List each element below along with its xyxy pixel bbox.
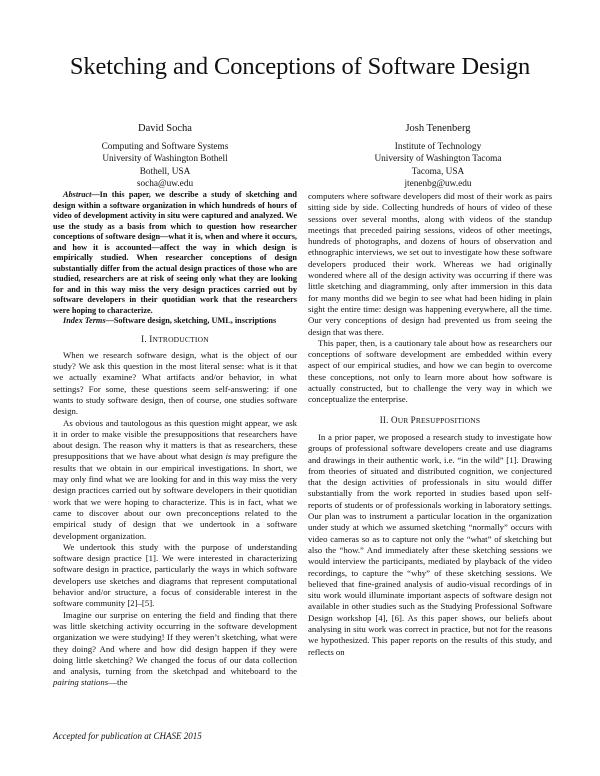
paragraph: Imagine our surprise on entering the field and finding that there was little sketching activity occurring in the software development organization we were studying! If they weren’t sketching, what were they doing? And where and how did design happen if they were doing little sketching? We changed the focus of our data collection and analysis, turning from the sketchpad and whiteboard to the pairing stations—the	[53, 609, 297, 688]
right-column	[308, 191, 552, 658]
author-affiliation: University of Washington Bothell	[102, 154, 228, 165]
author-name: David Socha	[138, 123, 192, 134]
author-email: jtenenbg@uw.edu	[404, 179, 472, 190]
paragraph: computers where software developers did most of their work as pairs sitting side by side. Collecting hundreds of hours of video of these sessions over several months, along with videos of the standup meetings that preceded pairing sessions, videos of other meetings, hundreds of photographs, and dozens of hours of observation and ethnographic interviews, we set out to investigate how these software developers produced their work. Whereas we had originally wondered where all of the design activity was occurring if there was little sketching and diagramming, only after immersion in this data for many months did we begin to see what had been hiding in plain sight the entire time: design was happening everywhere, all the time. Our very conceptions of design had prevented us from seeing the design that was there.	[308, 191, 552, 337]
paragraph: When we research software design, what is the object of our study? We ask this question in the most literal sense: what is it that we actually examine? What artifacts and/or behavior, in what settings? For some, these questions seem self-answering: if one wants to study software design, then of course, one studies software design.	[53, 349, 297, 417]
left-column	[53, 190, 297, 689]
section-heading-introduction: I. INTRODUCTION	[141, 333, 209, 344]
author-location: Bothell, USA	[139, 166, 191, 177]
paragraph: In a prior paper, we proposed a research study to investigate how groups of professional software developers create and use diagrams and drawings in their authentic work, i.e. “in the wild” [1]. Drawing from theories of situated and distributed cognition, we conjectured that the design activities of professionals in situ would differ substantially from the work reported in studies based upon self-reports of students or of professionals working in laboratory settings. Our plan was to instrument a particular location in the organization under study at which we assumed sketching “normally” occurs with video cameras so as to capture not only the “what” of sketching but also the “how.” And immediately after these sketching sessions we would interview the participants, mediated by playback of the video recordings, to capture the “why” of these sketching sessions. We believed that fine-grained analysis of audio-visual recordings of in situ work would illuminate important aspects of software design not available in other studies such as the Studying Professional Software Design workshop [4], [6]. As this paper shows, our beliefs about analysing in situ work was correct in practice, but not for the reasons we hypothesized. This paper reports on the results of this study, and reflects on	[308, 431, 552, 657]
author-location: Tacoma, USA	[411, 166, 465, 177]
author-block-socha	[50, 122, 280, 191]
abstract-text: —In this paper, we describe a study of sketching and design within a software organization in which hundreds of hours of video of development activity in situ were captured and analyzed. We use the study as a basis from which to question how researcher conceptions of software design—what it is, when and where it occurs, and how it is accounted—affect the way in which design is empirically studied. When researcher conceptions of design substantially differ from the actual design practices of those who are studied, researchers are at risk of seeing only what they are looking for and in this way miss the very design practices carried out by software developers in their quotidian work that the researchers were hoping to characterize.	[53, 190, 297, 315]
paragraph: As obvious and tautologous as this question might appear, we ask it in order to make visible the presuppositions that researchers have about design. The reason why it matters is that as researchers, these presuppositions that we have about what design is may prefigure the results that we obtain in our empirical investigations. In short, we may only find what we are looking for and in this way miss the very design practices carried out by software developers in their quotidian work that we were hoping to characterize. This is in fact, what we came to discover about our own preconceptions related to the empirical study of design that we undertook in a software development organization.	[53, 417, 297, 541]
author-name: Josh Tenenberg	[405, 123, 471, 134]
author-block-tenenberg	[323, 122, 553, 191]
abstract-label: Abstract	[63, 190, 92, 199]
author-affiliation: Computing and Software Systems	[101, 142, 229, 152]
paper-title: Sketching and Conceptions of Software Design	[69, 53, 531, 80]
author-affiliation: University of Washington Tacoma	[374, 154, 502, 165]
publication-note: Accepted for publication at CHASE 2015	[53, 731, 202, 741]
paragraph: We undertook this study with the purpose of understanding software design practice [1]. We were interested in characterizing software design in practice, particularly the ways in which software developers use sketches and diagrams that represent computational behavior and/or structure, a focus of considerable interest in the software community [2]–[5].	[53, 541, 297, 609]
section-heading-presuppositions: II. OUR PRESUPPOSITIONS	[379, 414, 481, 425]
author-email: socha@uw.edu	[136, 179, 194, 190]
index-terms-text: —Software design, sketching, UML, inscriptions	[105, 316, 277, 325]
author-affiliation: Institute of Technology	[394, 142, 482, 152]
abstract	[53, 190, 297, 316]
index-terms	[53, 316, 297, 327]
paragraph: This paper, then, is a cautionary tale about how as researchers our conceptions of software development are embedded within every aspect of our empirical studies, and how we can begin to overcome these conceptions, not only to learn more about how software is actually constructed, but to challenge the very way in which we conceptualize the enterprise.	[308, 337, 552, 405]
index-terms-label: Index Terms	[63, 316, 106, 325]
